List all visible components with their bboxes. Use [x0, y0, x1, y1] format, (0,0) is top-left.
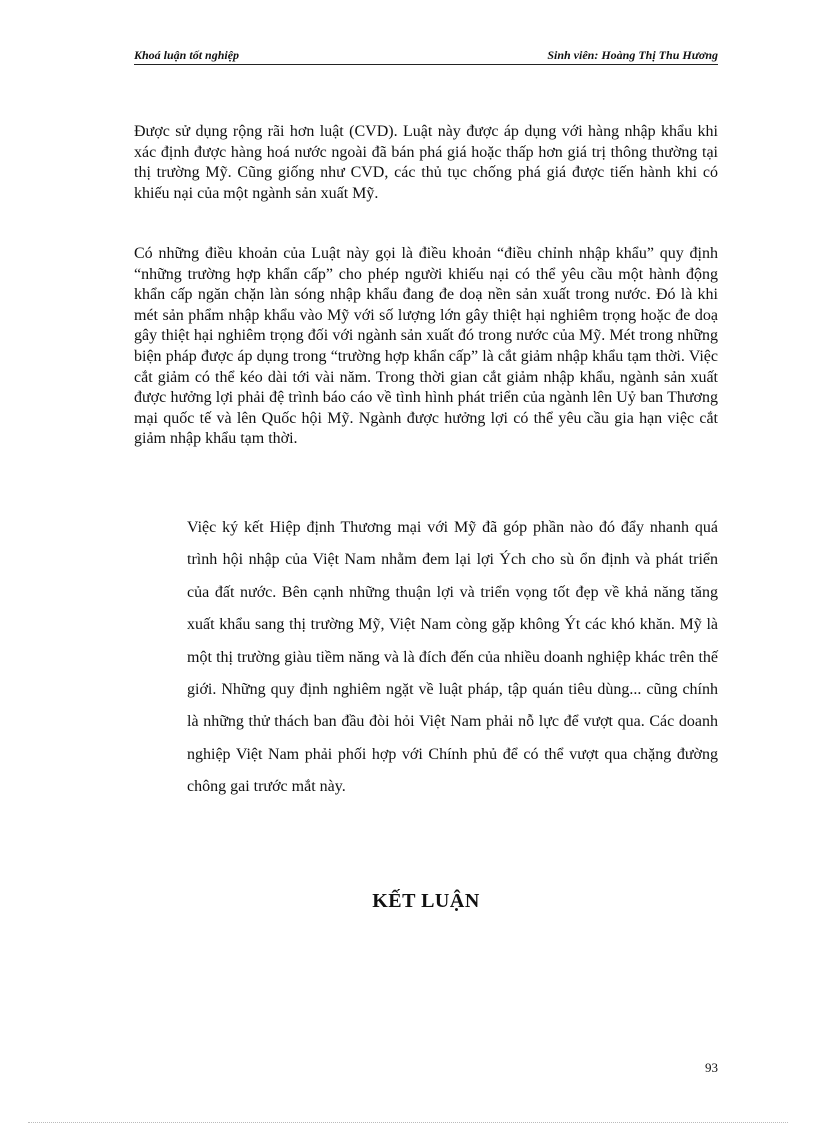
header-thesis-label: Khoá luận tốt nghiệp	[134, 48, 240, 62]
section-title-conclusion: KẾT LUẬN	[372, 890, 480, 912]
body-paragraph-1: Được sử dụng rộng rãi hơn luật (CVD). Luật này được áp dụng với hàng nhập khẩu khi xác định được hàng hoá nước ngoài đã bán phá giá hoặc thấp hơn giá trị thông thường tại thị trường Mỹ. Cũng giống như CVD, các thủ tục chống phá giá được tiến hành khi có khiếu nại của một ngành sản xuất Mỹ.	[134, 123, 718, 202]
body-paragraph-3-indented: Việc ký kết Hiệp định Thương mại với Mỹ đã góp phần nào đó đẩy nhanh quá trình hội nhập của Việt Nam nhằm đem lại lợi Ých cho sù ổn định và phát triển của đất nước. Bên cạnh những thuận lợi và triển vọng tốt đẹp về khả năng tăng xuất khẩu sang thị trường Mỹ, Việt Nam còng gặp không Ýt các khó khăn. Mỹ là một thị trường giàu tiềm năng và là đích đến của nhiều doanh nghiệp khác trên thế giới. Những quy định nghiêm ngặt về luật pháp, tập quán tiêu dùng... cũng chính là những thử thách ban đầu đòi hỏi Việt Nam phải nỗ lực để vượt qua. Các doanh nghiệp Việt Nam phải phối hợp với Chính phủ để có thể vượt qua chặng đường chông gai trước mắt này.	[187, 519, 718, 796]
body-paragraph-2: Có những điều khoản của Luật này gọi là điều khoản “điều chỉnh nhập khẩu” quy định “những trường hợp khẩn cấp” cho phép người khiếu nại có thể yêu cầu một hành động khẩn cấp ngăn chặn làn sóng nhập khẩu đang đe doạ nền sản xuất trong nước. Đó là khi mét sản phẩm nhập khẩu vào Mỹ với số lượng lớn gây thiệt hại nghiêm trọng hoặc đe doạ gây thiệt hại nghiêm trọng đối với ngành sản xuất đó trong nước của Mỹ. Mét trong những biện pháp được áp dụng trong “trường hợp khẩn cấp” là cắt giảm nhập khẩu tạm thời. Việc cắt giảm có thể kéo dài tới vài năm. Trong thời gian cắt giảm nhập khẩu, ngành sản xuất được hưởng lợi phải đệ trình báo cáo về tình hình phát triển của ngành lên Uỷ ban Thương mại quốc tế và lên Quốc hội Mỹ. Ngành được hưởng lợi có thể yêu cầu gia hạn việc cắt giảm nhập khẩu tạm thời.	[134, 245, 718, 448]
page-number: 93	[705, 1060, 718, 1075]
running-header	[134, 48, 718, 65]
header-student-name: Sinh viên: Hoàng Thị Thu Hương	[547, 48, 718, 62]
